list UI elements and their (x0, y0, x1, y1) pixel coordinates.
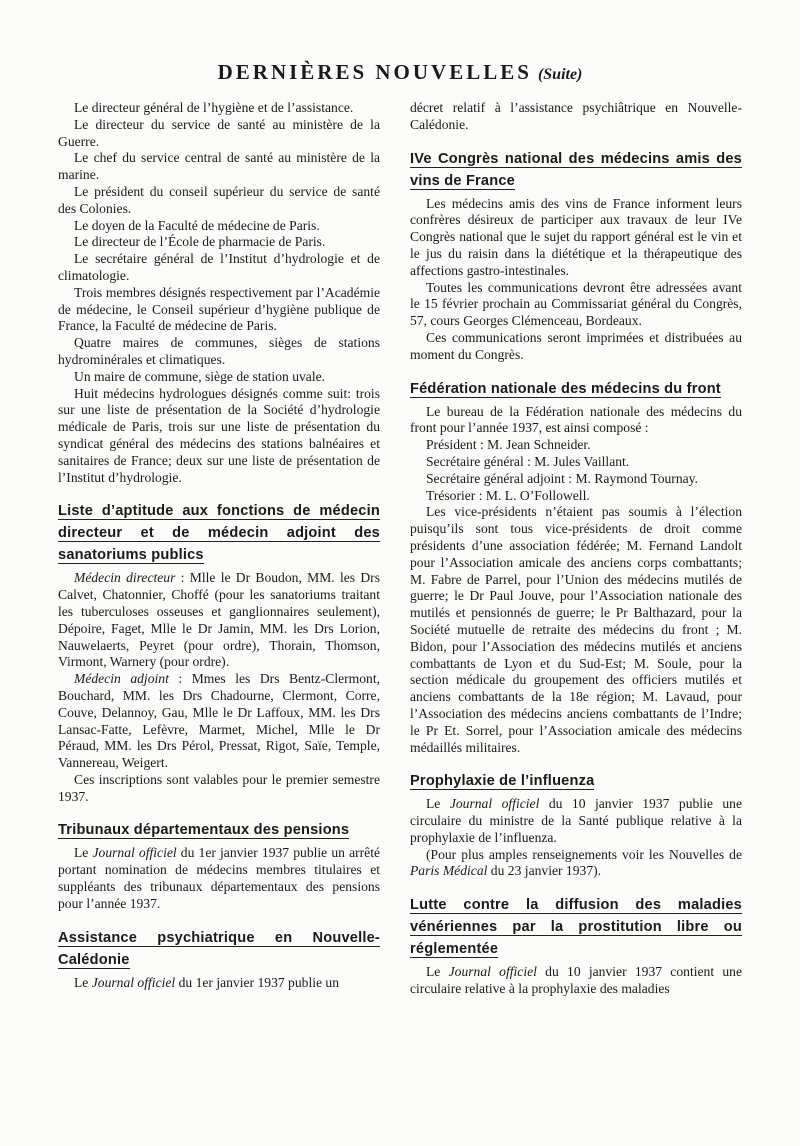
aptitude-section (58, 500, 380, 566)
congres-section (410, 148, 742, 192)
assistance-section (58, 927, 380, 971)
aptitude-closing: Ces inscriptions sont valables pour le premier semestre 1937. (58, 771, 380, 804)
influenza-note: (Pour plus amples renseignements voir les Nouvelles de Paris Médical du 23 janvier 1937). (410, 846, 742, 879)
influenza-section (410, 770, 742, 792)
section-heading: Liste d’aptitude aux fonctions de médecin directeur et de médecin adjoint des sanatoriums publics (58, 503, 380, 564)
list-item: Quatre maires de communes, sièges de stations hydrominérales et climatiques. (58, 335, 380, 367)
section-heading: Tribunaux départementaux des pensions (58, 822, 350, 839)
lutte-paragraph: Le Journal officiel du 10 janvier 1937 contient une circulaire relative à la prophylaxie des maladies (410, 964, 742, 997)
congres-paragraph: Ces communications seront imprimées et distribuées au moment du Congrès. (410, 329, 742, 362)
directeur-paragraph: Médecin directeur : Mlle le Dr Boudon, MM. les Drs Calvet, Chatonnier, Choffé (pour les sanatoriums traitant les tuberculoses osseuses et ganglionnaires seulement), Dépoire, Faget, Mlle le Dr Jamin, MM. les Drs Lorion, Nauwelaerts, Peyret (pour ordre), Thorain, Thomson, Virmont, Warnery (pour ordre). (58, 570, 380, 670)
list-item: Le président du conseil supérieur du service de santé des Colonies. (58, 183, 380, 216)
section-heading: Assistance psychiatrique en Nouvelle-Calédonie (58, 929, 380, 968)
lutte-section (410, 894, 742, 960)
assistance-paragraph: Le Journal officiel du 1er janvier 1937 publie un (74, 974, 340, 990)
federation-intro: Le bureau de la Fédération nationale des médecins du front pour l’année 1937, est ainsi composé : (410, 403, 742, 436)
page-header (0, 60, 800, 85)
list-item: Le directeur général de l’hygiène et de l’assistance. (74, 100, 354, 115)
list-item: Huit médecins hydrologues désignés comme suit: trois sur une liste de présentation de la Société d’hydrologie médicale de Paris, trois sur une liste de présentation du syndicat général des médecins des stations balnéaires et sanitaires de France; deux sur une liste de présentation de l’Institut d’hydrologie. (58, 385, 380, 485)
federation-role: Secrétaire général : M. Jules Vaillant. (426, 453, 630, 469)
list-item: Le directeur de l’École de pharmacie de Paris. (74, 234, 326, 250)
list-item: Le directeur du service de santé au ministère de la Guerre. (58, 116, 380, 149)
federation-body: Les vice-présidents n’étaient pas soumis à l’élection puisqu’ils sont tous vice-présidents de droit comme présidents d’une association fédérée; M. Fernand Landolt pour l’Association amicale des anciens corps combattants; M. Fabre de Parrel, pour l’Union des médecins mutilés de guerre; le Dr Paul Jouve, pour l’Association nationale des mutilés et pensionnés de guerre; le Pr Balthazard, pour la Société mutuelle de retraite des médecins du front ; M. Bidon, pour l’Association des médecins mutilés et anciens combattants de Lyon et du Sud-Est; M. Soule, pour la section médicale du groupement des officiers mutilés et anciens combattants de la 18e région; M. Lavaud, pour l’Association des médecins anciens combattants de l’Indre; le Pr Et. Sorrel, pour l’Association amicale des médecins médaillés militaires. (410, 504, 742, 755)
adjoint-label: Médecin adjoint (74, 671, 169, 687)
council-member-list (58, 100, 380, 486)
section-heading: IVe Congrès national des médecins amis des vins de France (410, 150, 742, 189)
section-heading: Fédération nationale des médecins du front (410, 380, 721, 397)
header-suite: (Suite) (537, 66, 583, 83)
section-heading: Prophylaxie de l’influenza (410, 773, 595, 790)
congres-paragraph: Les médecins amis des vins de France informent leurs confrères désireux de participer aux travaux de leur IVe Congrès national que le sujet du rapport général est le vin et le jus du raisin dans la diététique et la thérapeutique des affections gastro-intestinales. (410, 195, 742, 278)
tribunaux-paragraph: Le Journal officiel du 1er janvier 1937 publie un arrêté portant nomination de médecins membres titulaires et suppléants des tribunaux départementaux des pensions pour l’année 1937. (58, 845, 381, 911)
federation-section (410, 378, 742, 400)
continuation-paragraph: décret relatif à l’assistance psychiâtrique en Nouvelle-Calédonie. (410, 100, 742, 132)
left-column (58, 100, 380, 991)
federation-role: Trésorier : M. L. O’Followell. (426, 487, 590, 503)
header-title: DERNIÈRES NOUVELLES (217, 60, 532, 84)
adjoint-paragraph: Médecin adjoint : Mmes les Drs Bentz-Clermont, Bouchard, MM. les Drs Chadourne, Clermont, Corre, Couve, Delannoy, Gau, Mlle le Dr Laffoux, MM. les Drs Lansac-Fatte, Lefèvre, Marmet, Michel, Mlle le Dr Péraud, MM. les Drs Pérol, Pressat, Rigot, Saïe, Temple, Vannereau, Weigert. (58, 671, 380, 771)
congres-paragraph: Toutes les communications devront être adressées avant le 15 février prochain au Commissariat général du Congrès, 57, cours Georges Clémenceau, Bordeaux. (410, 279, 742, 329)
list-item: Trois membres désignés respectivement par l’Académie de médecine, le Conseil supérieur d’hygiène publique de France, la Faculté de médecine de Paris. (58, 284, 380, 334)
federation-role: Secrétaire général adjoint : M. Raymond Tournay. (426, 470, 698, 486)
list-item: Le chef du service central de santé au ministère de la marine. (58, 150, 380, 183)
federation-role: Président : M. Jean Schneider. (426, 437, 591, 453)
list-item: Le doyen de la Faculté de médecine de Paris. (74, 217, 320, 233)
list-item: Le secrétaire général de l’Institut d’hydrologie et de climatologie. (58, 251, 380, 283)
list-item: Un maire de commune, siège de station uvale. (74, 368, 326, 384)
directeur-label: Médecin directeur (74, 570, 176, 586)
section-heading: Lutte contre la diffusion des maladies vénériennes par la prostitution libre ou réglementée (410, 897, 742, 958)
right-column (410, 100, 742, 998)
influenza-paragraph: Le Journal officiel du 10 janvier 1937 publie une circulaire du ministre de la Santé publique relative à la prophylaxie de l’influenza. (410, 796, 742, 845)
tribunaux-section (58, 819, 380, 841)
